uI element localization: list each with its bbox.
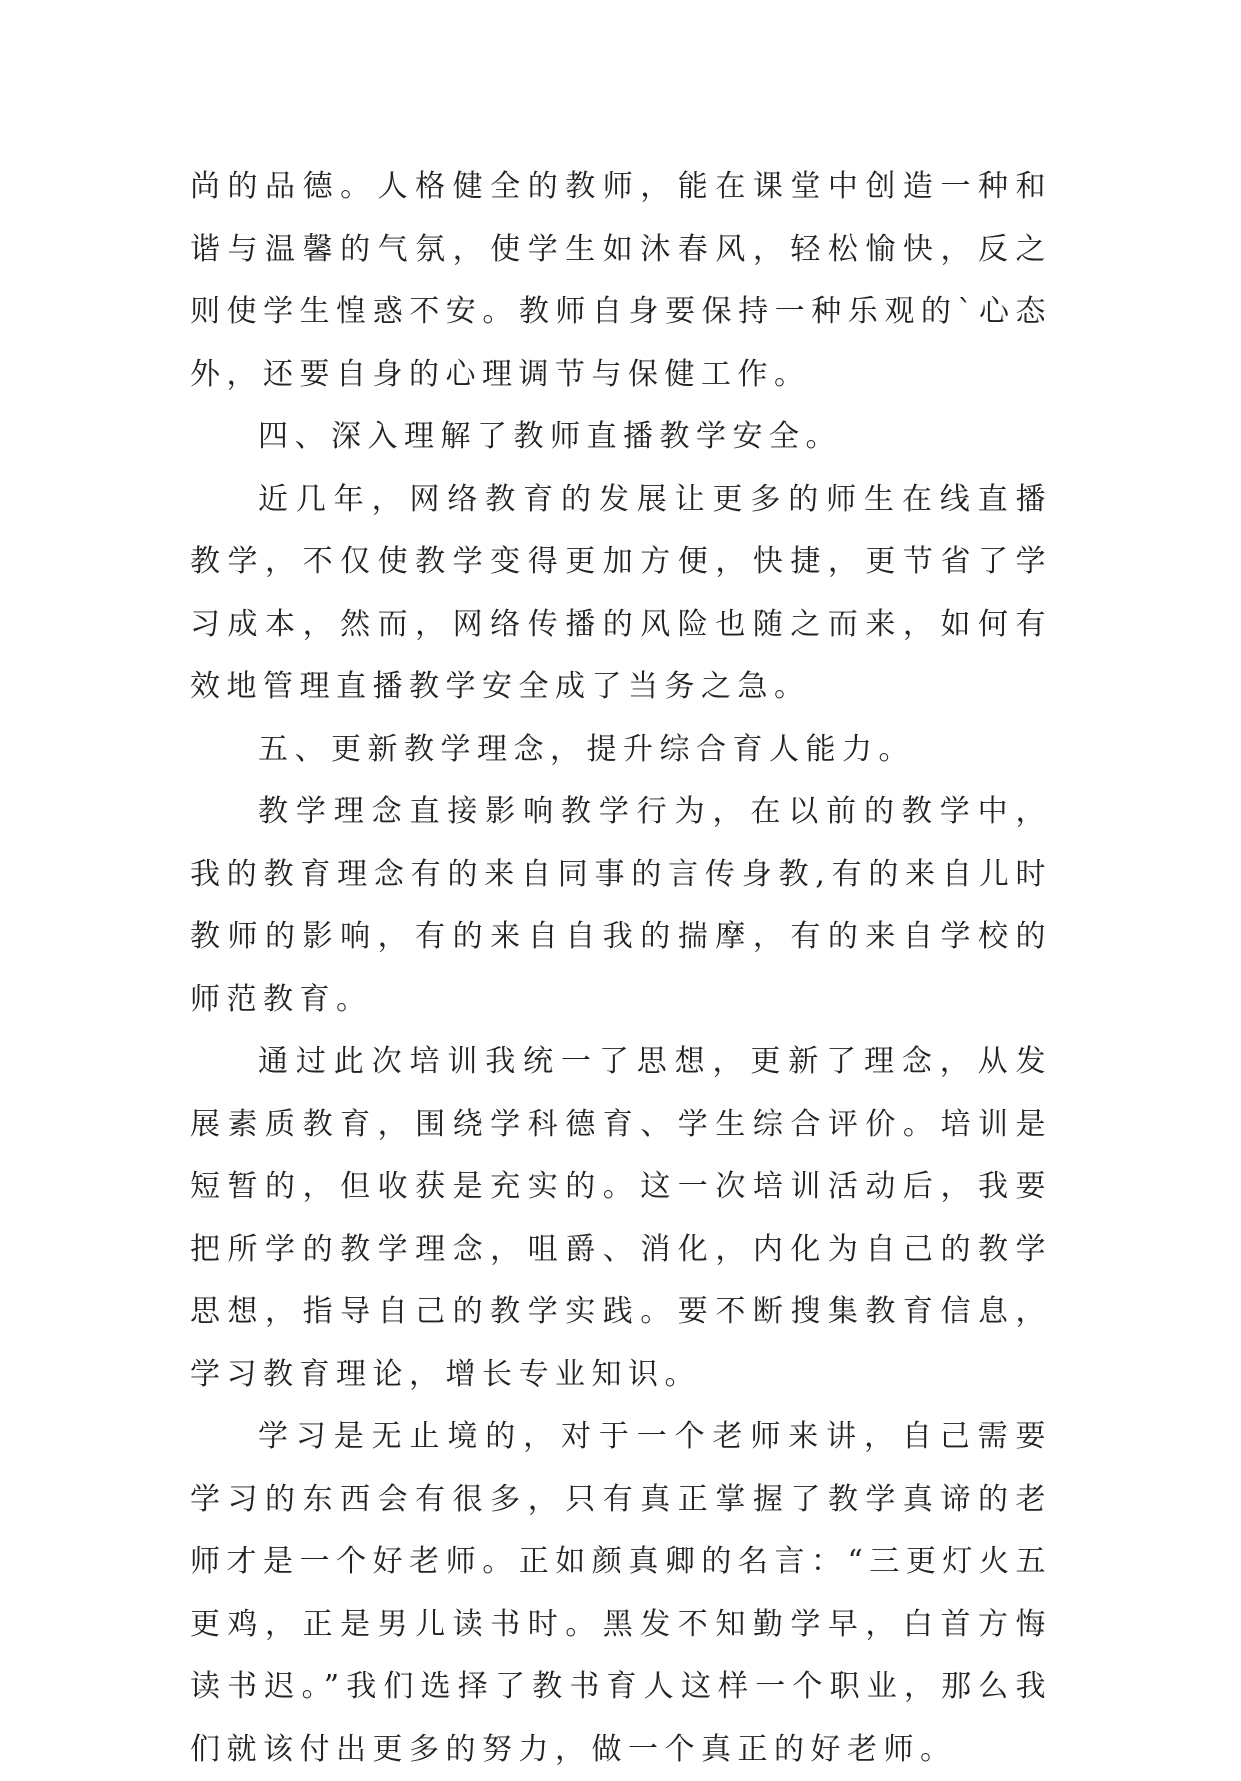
paragraph-7: 学习是无止境的，对于一个老师来讲，自己需要学习的东西会有很多，只有真正掌握了教学真谛的老师才是一个好老师。正如颜真卿的名言：“三更灯火五更鸡，正是男儿读书时。黑发不知勤学早，白首方悔读书迟。”我们选择了教书育人这样一个职业，那么我们就该付出更多的努力，做一个真正的好老师。 [190, 1419, 1052, 1767]
document-body [190, 156, 1052, 1781]
paragraph-3: 近几年，网络教育的发展让更多的师生在线直播教学，不仅使教学变得更加方便，快捷，更节省了学习成本，然而，网络传播的风险也随之而来，如何有效地管理直播教学安全成了当务之急。 [190, 481, 1052, 704]
paragraph-2-heading: 四、深入理解了教师直播教学安全。 [258, 419, 842, 454]
paragraph-5: 教学理念直接影响教学行为，在以前的教学中，我的教育理念有的来自同事的言传身教,有的来自儿时教师的影响，有的来自自我的揣摩，有的来自学校的师范教育。 [190, 794, 1052, 1017]
paragraph-6: 通过此次培训我统一了思想，更新了理念，从发展素质教育，围绕学科德育、学生综合评价。培训是短暂的，但收获是充实的。这一次培训活动后，我要把所学的教学理念，咀爵、消化，内化为自己的教学思想，指导自己的教学实践。要不断搜集教育信息，学习教育理论，增长专业知识。 [190, 1044, 1052, 1392]
paragraph-1: 尚的品德。人格健全的教师，能在课堂中创造一种和谐与温馨的气氛，使学生如沐春风，轻松愉快，反之则使学生惶惑不安。教师自身要保持一种乐观的`心态外，还要自身的心理调节与保健工作。 [190, 169, 1052, 392]
paragraph-4-heading: 五、更新教学理念，提升综合育人能力。 [258, 731, 915, 767]
